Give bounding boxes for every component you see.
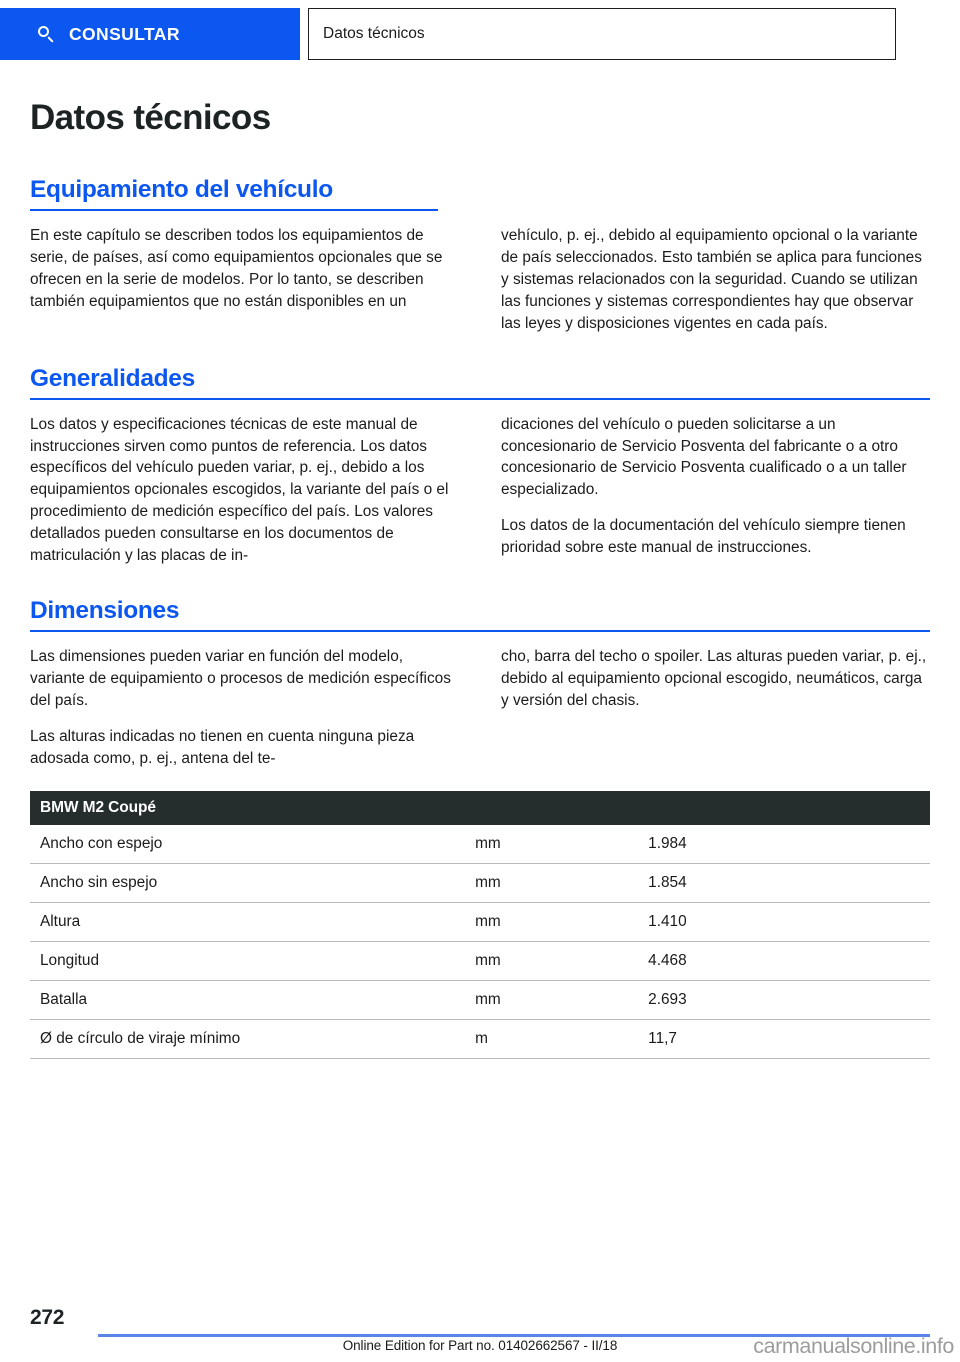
table-header-row: [30, 791, 930, 825]
table-cell-value: 2.693: [648, 981, 930, 1020]
paragraph: Los datos de la documentación del vehículo siempre tienen prioridad sobre este manual de instrucciones.: [501, 517, 906, 557]
section-columns-dimensiones: [30, 646, 930, 769]
column-right: [501, 225, 930, 334]
table-row: [30, 942, 930, 981]
paragraph: cho, barra del techo o spoiler. Las alturas pueden variar, p. ej., debido al equipamiento opcional escogido, neumáticos, carga y versión del chasis.: [501, 648, 927, 709]
table-row: [30, 981, 930, 1020]
table-cell-value: 1.984: [648, 825, 930, 864]
table-cell-name: Ancho con espejo: [30, 825, 475, 864]
section-equipamiento: [30, 176, 930, 335]
table-row: [30, 903, 930, 942]
paragraph: Las dimensiones pueden variar en función del modelo, variante de equipamiento o procesos de medición específicos del país.: [30, 648, 451, 709]
section-heading-dimensiones: Dimensiones: [30, 596, 180, 624]
table-cell-unit: mm: [475, 825, 648, 864]
table-cell-unit: mm: [475, 981, 648, 1020]
table-head: [30, 791, 930, 825]
footer-edition-note: Online Edition for Part no. 01402662567 - II/18: [342, 1338, 618, 1353]
column-left: [30, 225, 459, 334]
table-cell-unit: m: [475, 1020, 648, 1059]
table-cell-name: Longitud: [30, 942, 475, 981]
table-row: [30, 825, 930, 864]
section-dimensiones: [30, 597, 930, 770]
table-cell-unit: mm: [475, 864, 648, 903]
specifications-table: [30, 791, 930, 1059]
table-row: [30, 1020, 930, 1059]
table-row: [30, 864, 930, 903]
top-navigation-bar: [0, 8, 960, 60]
column-right: [501, 646, 930, 769]
table-cell-value: 4.468: [648, 942, 930, 981]
section-divider-equipamiento: [30, 209, 438, 211]
paragraph: dicaciones del vehículo o pueden solicitarse a un concesionario de Servicio Posventa del fabricante o a otro concesionario de Servicio Posventa cualificado o a un taller especializado.: [501, 415, 907, 499]
search-consult-button[interactable]: [0, 8, 300, 60]
search-icon: [38, 26, 55, 43]
paragraph: Las alturas indicadas no tienen en cuenta ninguna pieza adosada como, p. ej., antena del te-: [30, 727, 415, 767]
column-left: [30, 414, 459, 567]
section-divider-dimensiones: [30, 630, 930, 632]
search-consult-label: CONSULTAR: [69, 23, 180, 44]
table-cell-value: 11,7: [648, 1020, 930, 1059]
column-left: [30, 646, 459, 769]
column-right: [501, 414, 930, 567]
table-cell-value: 1.854: [648, 864, 930, 903]
section-generalidades: [30, 365, 930, 567]
section-columns-equipamiento: [30, 225, 930, 334]
table-body: [30, 825, 930, 1059]
table-cell-name: Altura: [30, 903, 475, 942]
paragraph: Los datos y especificaciones técnicas de este manual de instrucciones sirven como puntos de referencia. Los datos específicos del vehículo pueden variar, p. ej., debido a los equipamientos opcionales escogidos, la variante del país o el procedimiento de medición específico del país. Los valores detallados pueden consultarse en los documentos de matriculación y las placas de in-: [30, 415, 449, 564]
table-cell-unit: mm: [475, 903, 648, 942]
table-cell-name: Ancho sin espejo: [30, 864, 475, 903]
page-title: Datos técnicos: [30, 98, 271, 137]
page-number: 272: [30, 1306, 65, 1329]
breadcrumb-label: Datos técnicos: [323, 25, 425, 42]
table-cell-name: Ø de círculo de viraje mínimo: [30, 1020, 475, 1059]
table-cell-name: Batalla: [30, 981, 475, 1020]
breadcrumb[interactable]: [308, 8, 896, 60]
site-watermark: carmanualsonline.info: [753, 1334, 954, 1358]
table-header-title: BMW M2 Coupé: [30, 791, 930, 825]
paragraph: vehículo, p. ej., debido al equipamiento opcional o la variante de país seleccionados. Esto también se aplica para funciones y sistemas relacionados con la seguridad. Cuando se utilizan las funciones y sistemas correspondientes hay que observar las leyes y disposiciones vigentes en cada país.: [501, 227, 922, 332]
page-footer: [0, 1298, 960, 1362]
paragraph: En este capítulo se describen todos los equipamientos de serie, de países, así como equipamientos opcionales que se ofrecen en la serie de modelos. Por lo tanto, se describen también equipamientos que no están disponibles en un: [30, 227, 443, 310]
section-heading-generalidades: Generalidades: [30, 364, 195, 392]
section-columns-generalidades: [30, 414, 930, 567]
table-cell-value: 1.410: [648, 903, 930, 942]
main-content: [30, 176, 930, 1059]
table-cell-unit: mm: [475, 942, 648, 981]
section-divider-generalidades: [30, 398, 930, 400]
section-heading-equipamiento: Equipamiento del vehículo: [30, 176, 333, 203]
